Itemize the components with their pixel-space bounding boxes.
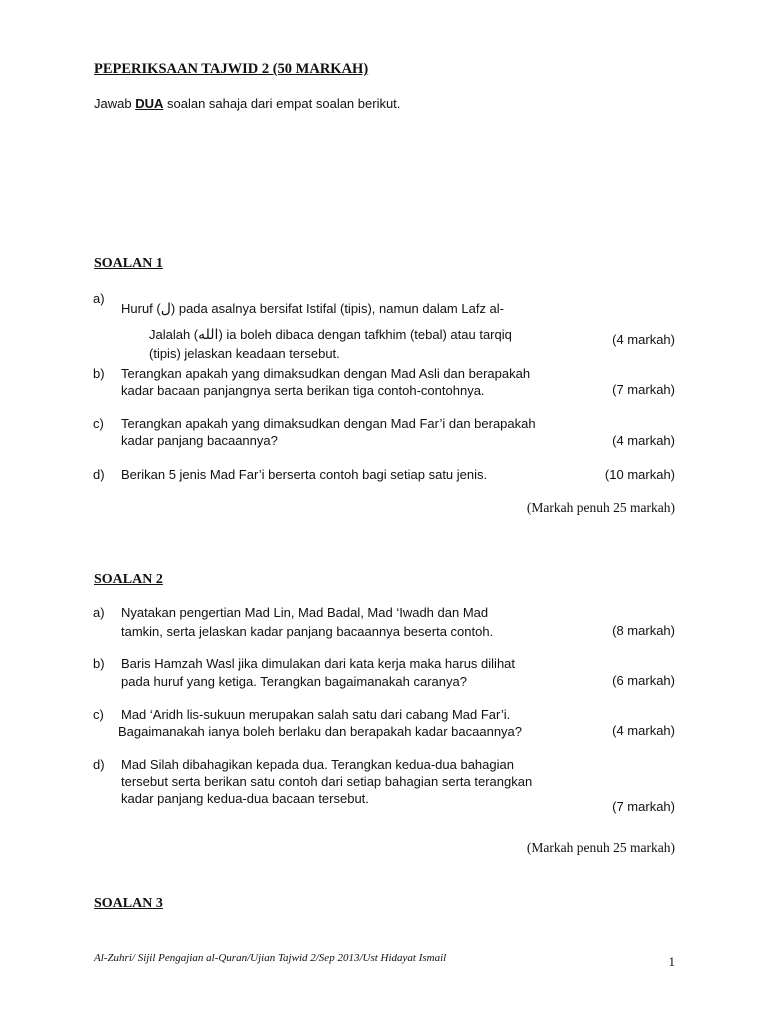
marks-label: (4 markah) xyxy=(612,723,675,738)
marks-label: (4 markah) xyxy=(612,433,675,448)
section-title-soalan-1: SOALAN 1 xyxy=(94,256,163,271)
marks-label: (4 markah) xyxy=(612,332,675,347)
marks-label: (10 markah) xyxy=(604,467,675,482)
question-text: Nyatakan pengertian Mad Lin, Mad Badal, Mad ‘Iwadh dan Mad xyxy=(121,605,489,620)
question-label: d) xyxy=(93,757,105,772)
question-text: Mad Silah dibahagikan kepada dua. Terangkan kedua-dua bahagian xyxy=(121,757,514,772)
question-text: kadar bacaan panjangnya serta berikan tiga contoh-contohnya. xyxy=(121,383,485,398)
intro-post: soalan sahaja dari empat soalan berikut. xyxy=(163,96,401,111)
arabic-letter: ل xyxy=(160,301,171,317)
question-label: a) xyxy=(93,605,105,620)
text-fragment: ) pada asalnya bersifat Istifal (tipis), namun dalam Lafz al- xyxy=(170,301,505,316)
question-label: b) xyxy=(93,656,105,671)
question-text xyxy=(121,300,504,318)
question-text: Berikan 5 jenis Mad Far’i berserta contoh bagi setiap satu jenis. xyxy=(121,467,488,482)
intro-bold: DUA xyxy=(135,96,164,111)
section-total: (Markah penuh 25 markah) xyxy=(526,500,675,515)
question-text xyxy=(149,326,512,344)
marks-label: (6 markah) xyxy=(612,673,675,688)
question-label: a) xyxy=(93,291,105,306)
question-text: (tipis) jelaskan keadaan tersebut. xyxy=(149,346,340,361)
question-text: kadar panjang kedua-dua bacaan tersebut. xyxy=(121,791,369,806)
page-footer: Al-Zuhri/ Sijil Pengajian al-Quran/Ujian Tajwid 2/Sep 2013/Ust Hidayat Ismail xyxy=(94,952,447,964)
marks-label: (7 markah) xyxy=(612,382,675,397)
question-text: Terangkan apakah yang dimaksudkan dengan Mad Asli dan berapakah xyxy=(121,366,531,381)
question-text: Bagaimanakah ianya boleh berlaku dan berapakah kadar bacaannya? xyxy=(118,724,523,739)
question-text: tersebut serta berikan satu contoh dari setiap bahagian serta terangkan xyxy=(121,774,533,789)
page-number: 1 xyxy=(668,954,675,969)
instructions xyxy=(94,96,400,111)
question-label: c) xyxy=(93,707,104,722)
question-label: d) xyxy=(93,467,105,482)
question-text: Baris Hamzah Wasl jika dimulakan dari kata kerja maka harus dilihat xyxy=(121,656,516,671)
section-total: (Markah penuh 25 markah) xyxy=(526,840,675,855)
page-title: PEPERIKSAAN TAJWID 2 (50 MARKAH) xyxy=(94,61,369,77)
marks-label: (7 markah) xyxy=(612,799,675,814)
question-text: pada huruf yang ketiga. Terangkan bagaimanakah caranya? xyxy=(121,674,467,689)
text-fragment: Huruf ( xyxy=(121,301,161,316)
question-label: c) xyxy=(93,416,104,431)
question-text: Mad ‘Aridh lis-sukuun merupakan salah satu dari cabang Mad Far’i. xyxy=(121,707,511,722)
section-title-soalan-3: SOALAN 3 xyxy=(94,896,163,911)
intro-pre: Jawab xyxy=(94,96,136,111)
question-label: b) xyxy=(93,366,105,381)
question-text: kadar panjang bacaannya? xyxy=(121,433,278,448)
question-text: Terangkan apakah yang dimaksudkan dengan Mad Far’i dan berapakah xyxy=(121,416,536,431)
text-fragment: Jalalah ( xyxy=(149,327,199,342)
question-text: tamkin, serta jelaskan kadar panjang bacaannya beserta contoh. xyxy=(121,624,494,639)
arabic-word: الله xyxy=(198,327,219,343)
marks-label: (8 markah) xyxy=(612,623,675,638)
section-title-soalan-2: SOALAN 2 xyxy=(94,572,163,587)
text-fragment: ) ia boleh dibaca dengan tafkhim (tebal) atau tarqiq xyxy=(218,327,512,342)
